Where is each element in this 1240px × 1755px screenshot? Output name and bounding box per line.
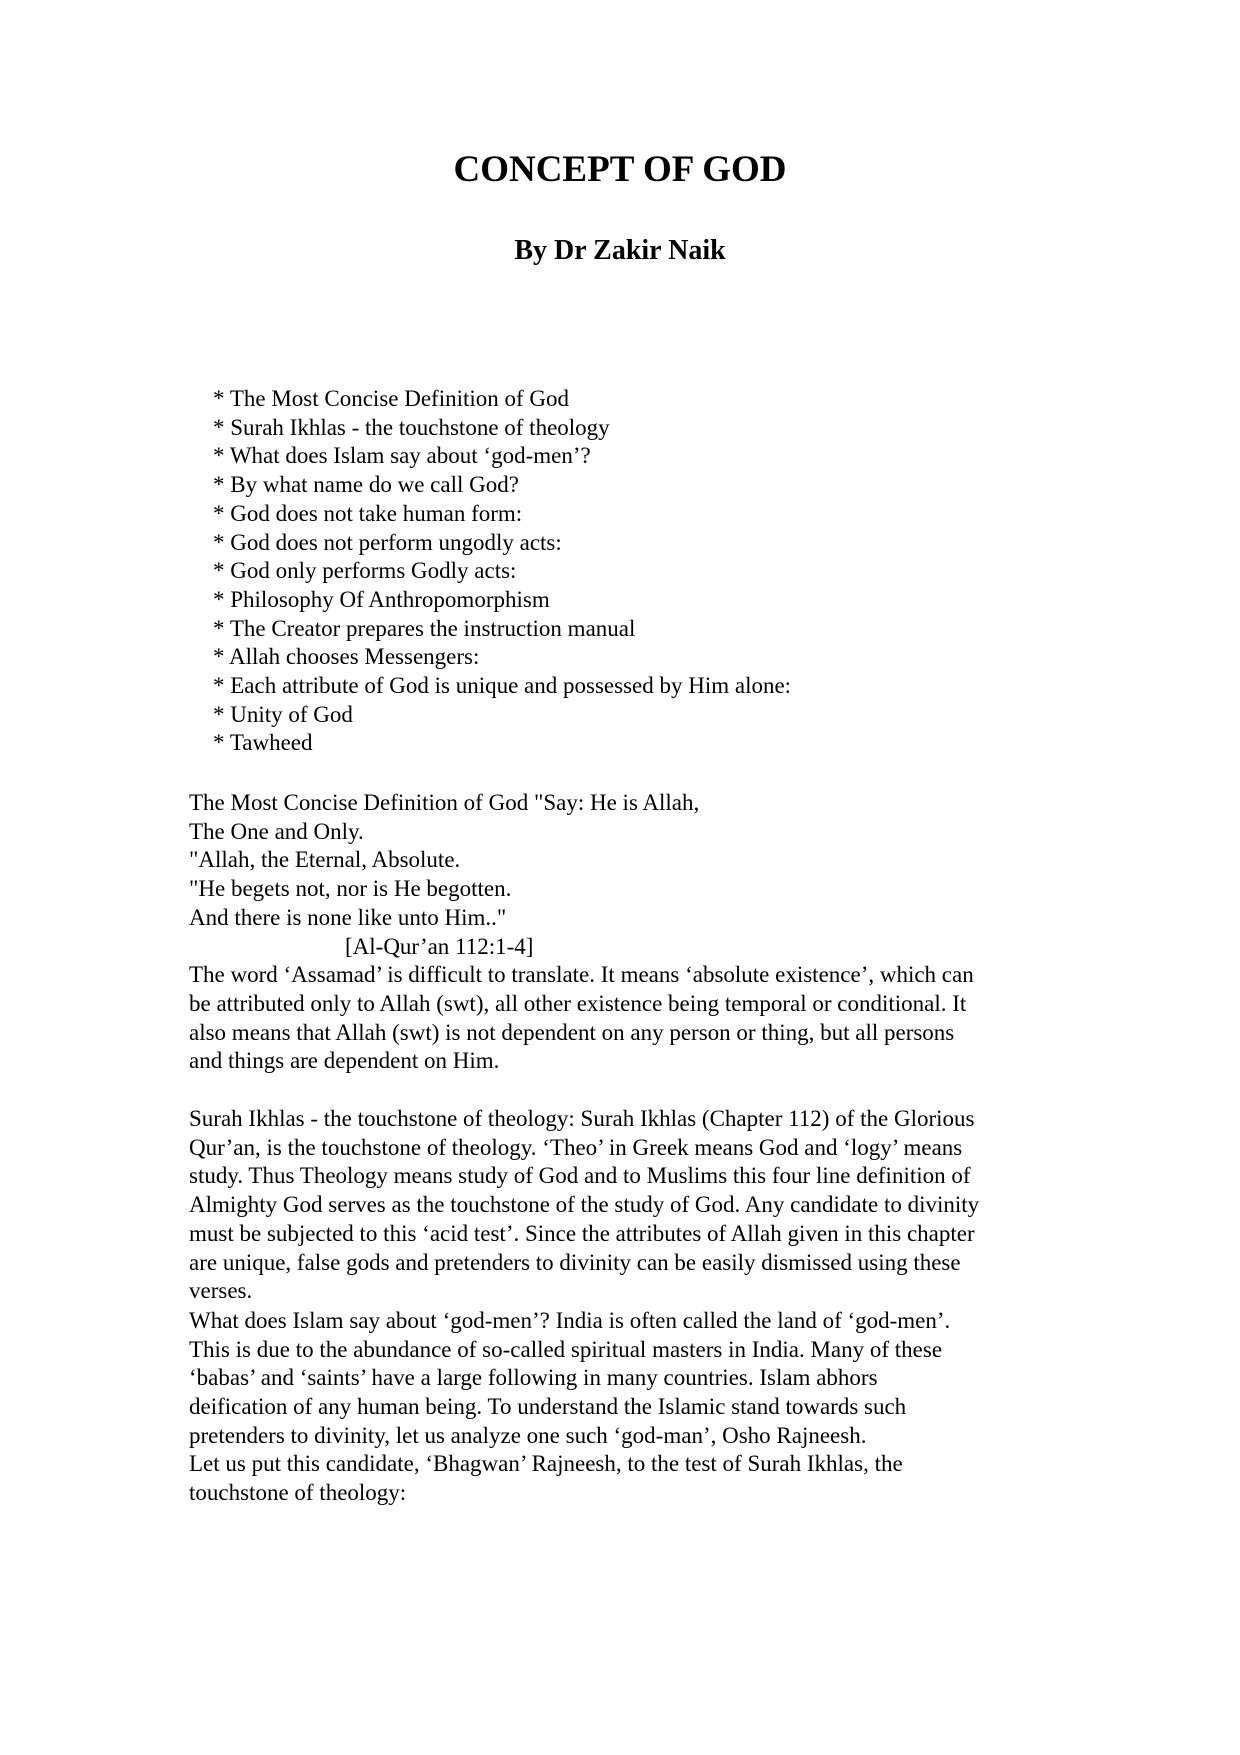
paragraph-line: Almighty God serves as the touchstone of the study of God. Any candidate to divinity	[189, 1192, 980, 1218]
paragraph-line: also means that Allah (swt) is not dependent on any person or thing, but all persons	[189, 1019, 955, 1045]
definition-section	[189, 789, 1069, 1076]
document-author: By Dr Zakir Naik	[514, 235, 726, 266]
verse-line: "He begets not, nor is He begotten.	[189, 876, 512, 902]
toc-item: * Allah chooses Messengers:	[213, 644, 480, 670]
toc-item: * Surah Ikhlas - the touchstone of theology	[213, 414, 610, 440]
god-men-section	[189, 1307, 1069, 1451]
verse-line: The Most Concise Definition of God "Say: He is Allah,	[189, 790, 700, 815]
verse-citation: [Al-Qur’an 112:1-4]	[345, 933, 534, 959]
toc-item: * The Most Concise Definition of God	[213, 386, 570, 411]
paragraph-line: Qur’an, is the touchstone of theology. ‘Theo’ in Greek means God and ‘logy’ means	[189, 1134, 963, 1160]
paragraph-line: verses.	[189, 1278, 253, 1304]
toc-item: * God does not take human form:	[213, 500, 523, 526]
toc-item: * Philosophy Of Anthropomorphism	[213, 586, 550, 612]
paragraph-line: The word ‘Assamad’ is difficult to translate. It means ‘absolute existence’, which can	[189, 962, 974, 988]
paragraph-line: Let us put this candidate, ‘Bhagwan’ Rajneesh, to the test of Surah Ikhlas, the	[189, 1451, 903, 1476]
paragraph-line: study. Thus Theology means study of God and to Muslims this four line definition of	[189, 1163, 971, 1189]
paragraph-line: Surah Ikhlas - the touchstone of theology: Surah Ikhlas (Chapter 112) of the Glorious	[189, 1106, 975, 1131]
paragraph-line: What does Islam say about ‘god-men’? India is often called the land of ‘god-men’.	[189, 1308, 951, 1333]
verse-line: The One and Only.	[189, 818, 364, 844]
paragraph-line: are unique, false gods and pretenders to divinity can be easily dismissed using these	[189, 1249, 961, 1275]
paragraph-line: must be subjected to this ‘acid test’. Since the attributes of Allah given in this chapter	[189, 1220, 975, 1246]
verse-line: "Allah, the Eternal, Absolute.	[189, 847, 461, 873]
paragraph-line: be attributed only to Allah (swt), all other existence being temporal or conditional. It	[189, 990, 967, 1016]
toc-item: * God only performs Godly acts:	[213, 558, 517, 584]
test-section	[189, 1450, 1069, 1507]
toc-item: * What does Islam say about ‘god-men’?	[213, 443, 591, 469]
verse-line: And there is none like unto Him.."	[189, 904, 507, 930]
toc-item: * Each attribute of God is unique and possessed by Him alone:	[213, 673, 792, 699]
paragraph-line: ‘babas’ and ‘saints’ have a large following in many countries. Islam abhors	[189, 1365, 878, 1391]
document-title: CONCEPT OF GOD	[453, 149, 787, 190]
paragraph-line: deification of any human being. To understand the Islamic stand towards such	[189, 1394, 907, 1420]
toc-item: * The Creator prepares the instruction manual	[213, 615, 636, 641]
surah-ikhlas-section	[189, 1105, 1069, 1306]
paragraph-line: and things are dependent on Him.	[189, 1048, 500, 1074]
toc-item: * Unity of God	[213, 701, 353, 727]
table-of-contents	[213, 385, 791, 758]
toc-item: * Tawheed	[213, 730, 313, 756]
toc-item: * God does not perform ungodly acts:	[213, 529, 562, 555]
paragraph-line: touchstone of theology:	[189, 1479, 407, 1505]
toc-item: * By what name do we call God?	[213, 472, 519, 498]
paragraph-line: pretenders to divinity, let us analyze one such ‘god-man’, Osho Rajneesh.	[189, 1422, 867, 1448]
paragraph-line: This is due to the abundance of so-called spiritual masters in India. Many of these	[189, 1336, 943, 1362]
